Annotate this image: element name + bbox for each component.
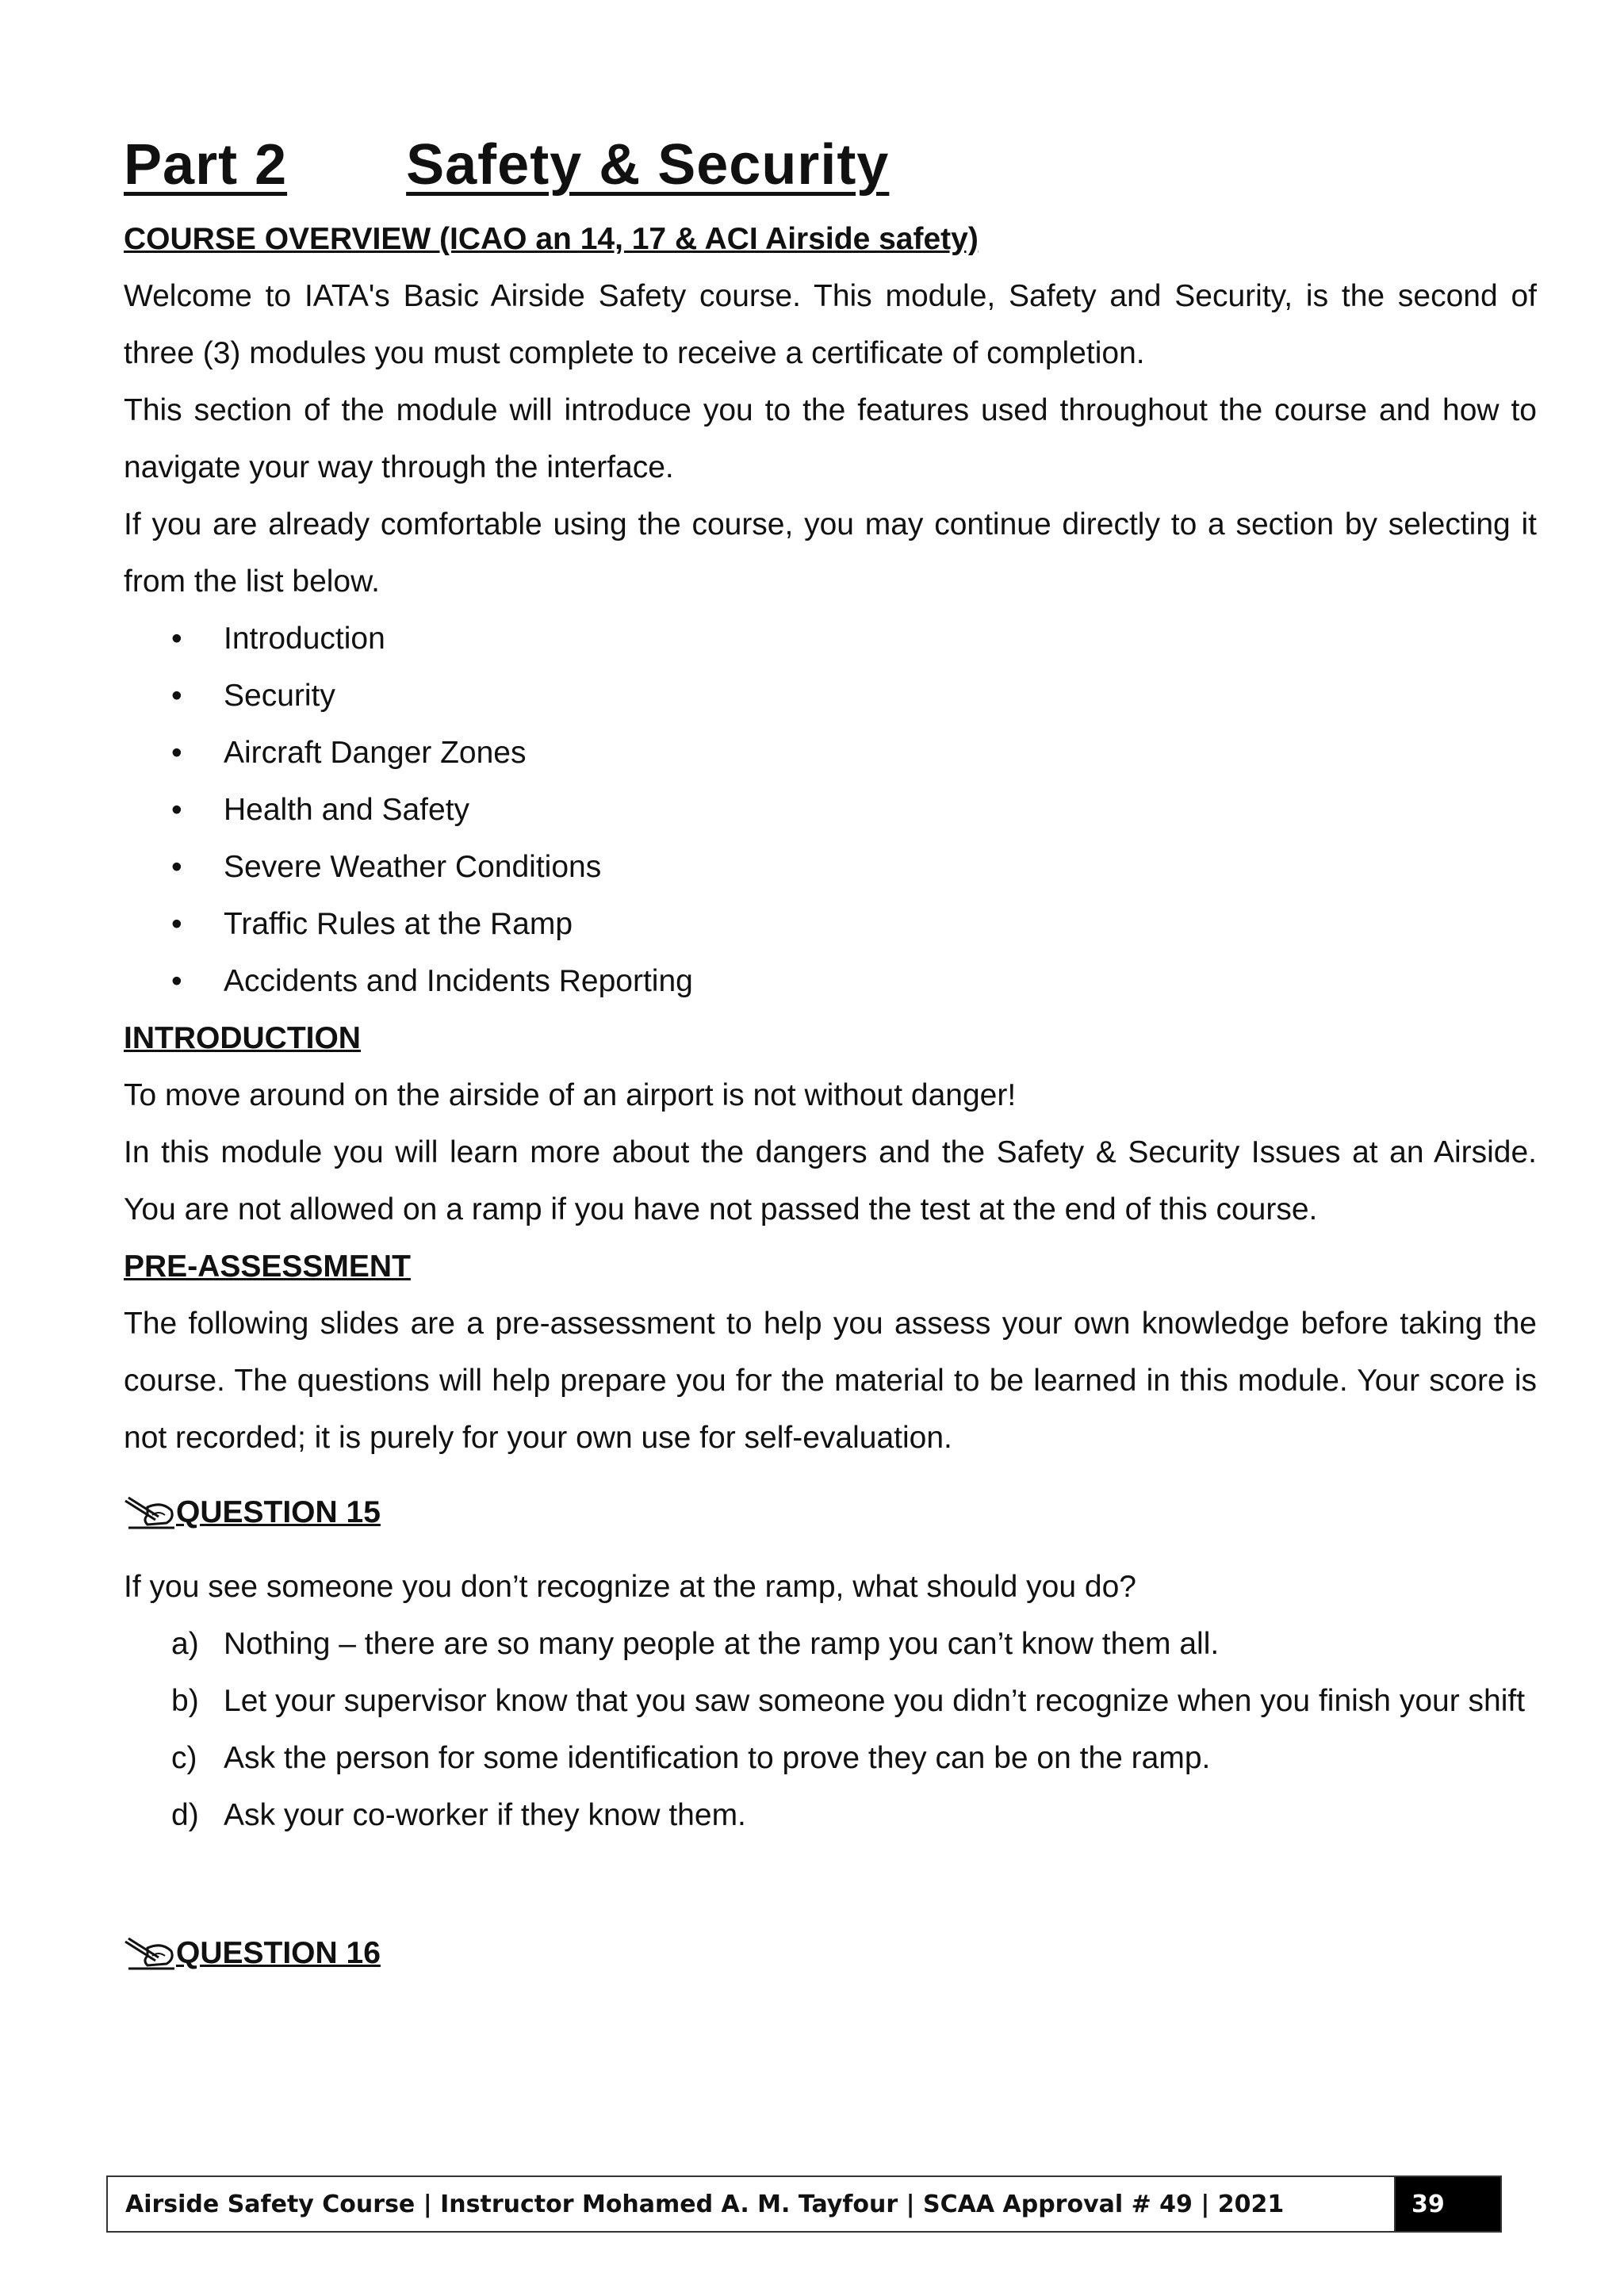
option-text: Ask your co-worker if they know them. [224, 1798, 746, 1832]
section-label: Severe Weather Conditions [224, 850, 602, 884]
footer-text: Airside Safety Course | Instructor Mohamed A. M. Tayfour | SCAA Approval # 49 | 2021 [108, 2177, 1396, 2231]
section-label: Accidents and Incidents Reporting [224, 964, 693, 998]
section-list-item [124, 668, 1537, 725]
answer-option [124, 1616, 1537, 1673]
answer-option [124, 1787, 1537, 1844]
option-letter: c) [171, 1741, 197, 1775]
bullet-icon: • [171, 679, 182, 713]
question-15-prompt: If you see someone you don’t recognize at the ramp, what should you do? [124, 1570, 1136, 1604]
section-label: Introduction [224, 622, 385, 656]
section-list-item [124, 953, 1537, 1010]
part-title [124, 119, 1537, 211]
overview-paragraph-2: This section of the module will introduce you to the features used throughout the course and how to navigate your way through the interface. [124, 393, 1537, 484]
option-letter: a) [171, 1627, 199, 1661]
answer-option [124, 1673, 1537, 1730]
section-list-item [124, 839, 1537, 896]
overview-paragraph-1: Welcome to IATA's Basic Airside Safety course. This module, Safety and Security, is the second of three (3) modules you must complete to receive a certificate of completion. [124, 279, 1537, 370]
document-page [124, 119, 1537, 1982]
bullet-icon: • [171, 907, 182, 941]
question-15-heading [124, 1484, 1537, 1541]
page-number: 39 [1396, 2177, 1500, 2231]
part-number: Part 2 [124, 133, 288, 197]
bullet-icon: • [171, 964, 182, 998]
writing-hand-icon [124, 1496, 176, 1529]
introduction-heading: INTRODUCTION [124, 1021, 361, 1055]
option-letter: d) [171, 1798, 199, 1832]
page-footer [106, 2175, 1502, 2233]
writing-hand-icon [124, 1937, 176, 1970]
question-label: QUESTION 15 [176, 1495, 381, 1529]
section-list-item [124, 782, 1537, 839]
part-name: Safety & Security [406, 133, 890, 197]
question-label: QUESTION 16 [176, 1936, 381, 1970]
bullet-icon: • [171, 793, 182, 827]
option-letter: b) [171, 1684, 199, 1718]
section-list-item [124, 725, 1537, 782]
section-list-item [124, 610, 1537, 668]
bullet-icon: • [171, 850, 182, 884]
section-label: Health and Safety [224, 793, 470, 827]
section-label: Security [224, 679, 335, 713]
question-16-heading [124, 1925, 1537, 1982]
bullet-icon: • [171, 736, 182, 770]
overview-paragraph-3: If you are already comfortable using the course, you may continue directly to a section by selecting it from the list below. [124, 507, 1537, 599]
option-text: Let your supervisor know that you saw someone you didn’t recognize when you finish your shift [224, 1684, 1526, 1718]
section-list-item [124, 896, 1537, 953]
pre-assessment-heading: PRE-ASSESSMENT [124, 1249, 411, 1284]
section-label: Aircraft Danger Zones [224, 736, 527, 770]
pre-assessment-paragraph: The following slides are a pre-assessment to help you assess your own knowledge before taking the course. The questions will help prepare you for the material to be learned in this module. Your score is not recorded; it is purely for your own use for self-evaluation. [124, 1307, 1537, 1455]
answer-option [124, 1730, 1537, 1787]
bullet-icon: • [171, 622, 182, 656]
question-15-options [124, 1616, 1537, 1844]
course-overview-heading: COURSE OVERVIEW (ICAO an 14, 17 & ACI Airside safety) [124, 222, 979, 256]
option-text: Ask the person for some identification to prove they can be on the ramp. [224, 1741, 1211, 1775]
introduction-paragraph-2: In this module you will learn more about the dangers and the Safety & Security Issues at an Airside. You are not allowed on a ramp if you have not passed the test at the end of this course. [124, 1135, 1537, 1226]
introduction-paragraph-1: To move around on the airside of an airport is not without danger! [124, 1078, 1017, 1112]
section-list [124, 610, 1537, 1010]
section-label: Traffic Rules at the Ramp [224, 907, 573, 941]
option-text: Nothing – there are so many people at the ramp you can’t know them all. [224, 1627, 1220, 1661]
